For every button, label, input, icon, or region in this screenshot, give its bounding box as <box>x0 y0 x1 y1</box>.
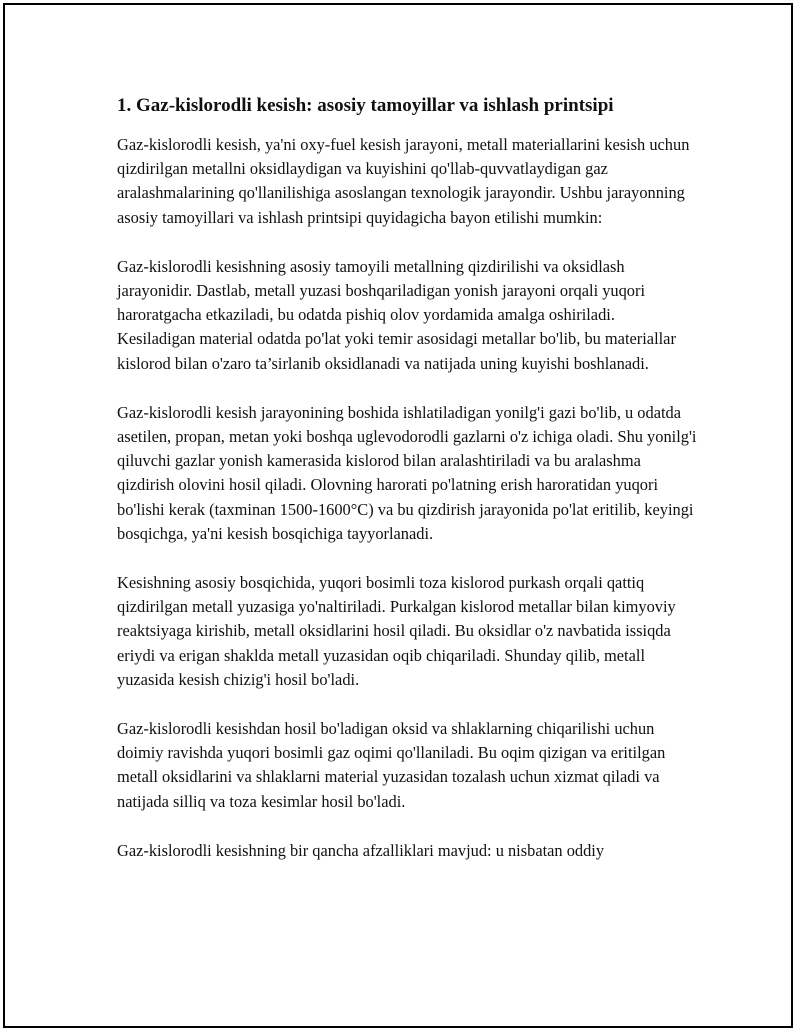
paragraph-principle: Gaz-kislorodli kesishning asosiy tamoyili metallning qizdirilishi va oksidlash jarayonidir. Dastlab, metall yuzasi boshqariladigan yonish jarayoni orqali yuqori haroratgacha etkaziladi, bu odatda pishiq olov yordamida amalga oshiriladi. Kesiladigan material odatda po'lat yoki temir asosidagi metallar bo'lib, bu materiallar kislorod bilan o'zaro ta’sirlanib oksidlanadi va natijada uning kuyishi boshlanadi. <box>117 256 676 373</box>
paragraph-intro: Gaz-kislorodli kesish, ya'ni oxy-fuel kesish jarayoni, metall materiallarini kesish uchun qizdirilgan metallni oksidlaydigan va kuyishini qo'llab-quvvatlaydigan gaz aralashmalarining qo'llanilishiga asoslangan texnologik jarayondir. Ushbu jarayonning asosiy tamoyillari va ishlash printsipi quyidagicha bayon etilishi mumkin: <box>117 135 690 227</box>
paragraph-fuel-gas: Gaz-kislorodli kesish jarayonining boshida ishlatiladigan yonilg'i gazi bo'lib, u odatda asetilen, propan, metan yoki boshqa uglevodorodli gazlarni o'z ichiga oladi. Shu yonilg'i qiluvchi gazlar yonish kamerasida kislorod bilan aralashtiriladi va bu aralashma qizdirish olovini hosil qiladi. Olovning harorati po'latning erish haroratidan yuqori bo'lishi kerak (taxminan 1500-1600°C) va bu qizdirish jarayonida po'lat eritilib, keyingi bosqichga, ya'ni kesish bosqichiga tayyorlanadi. <box>117 402 697 543</box>
section-heading: 1. Gaz-kislorodli kesish: asosiy tamoyillar va ishlash printsipi <box>117 95 614 116</box>
paragraph-advantages: Gaz-kislorodli kesishning bir qancha afzalliklari mavjud: u nisbatan oddiy <box>117 840 605 860</box>
paragraph-cutting-stage: Kesishning asosiy bosqichida, yuqori bosimli toza kislorod purkash orqali qattiq qizdirilgan metall yuzasiga yo'naltiriladi. Purkalgan kislorod metallar bilan kimyoviy reaktsiyaga kirishib, metall oksidlarini hosil qiladi. Bu oksidlar o'z navbatida issiqda eriydi va erigan shaklda metall yuzasidan oqib chiqariladi. Shunday qilib, metall yuzasida kesish chizig'i hosil bo'ladi. <box>117 573 676 689</box>
document-body <box>117 93 697 888</box>
paragraph-slag-removal: Gaz-kislorodli kesishdan hosil bo'ladigan oksid va shlaklarning chiqarilishi uchun doimiy ravishda yuqori bosimli gaz oqimi qo'llaniladi. Bu oqim qizigan va eritilgan metall oksidlarini va shlaklarni material yuzasidan tozalash uchun xizmat qiladi va natijada silliq va toza kesimlar hosil bo'ladi. <box>117 719 666 811</box>
